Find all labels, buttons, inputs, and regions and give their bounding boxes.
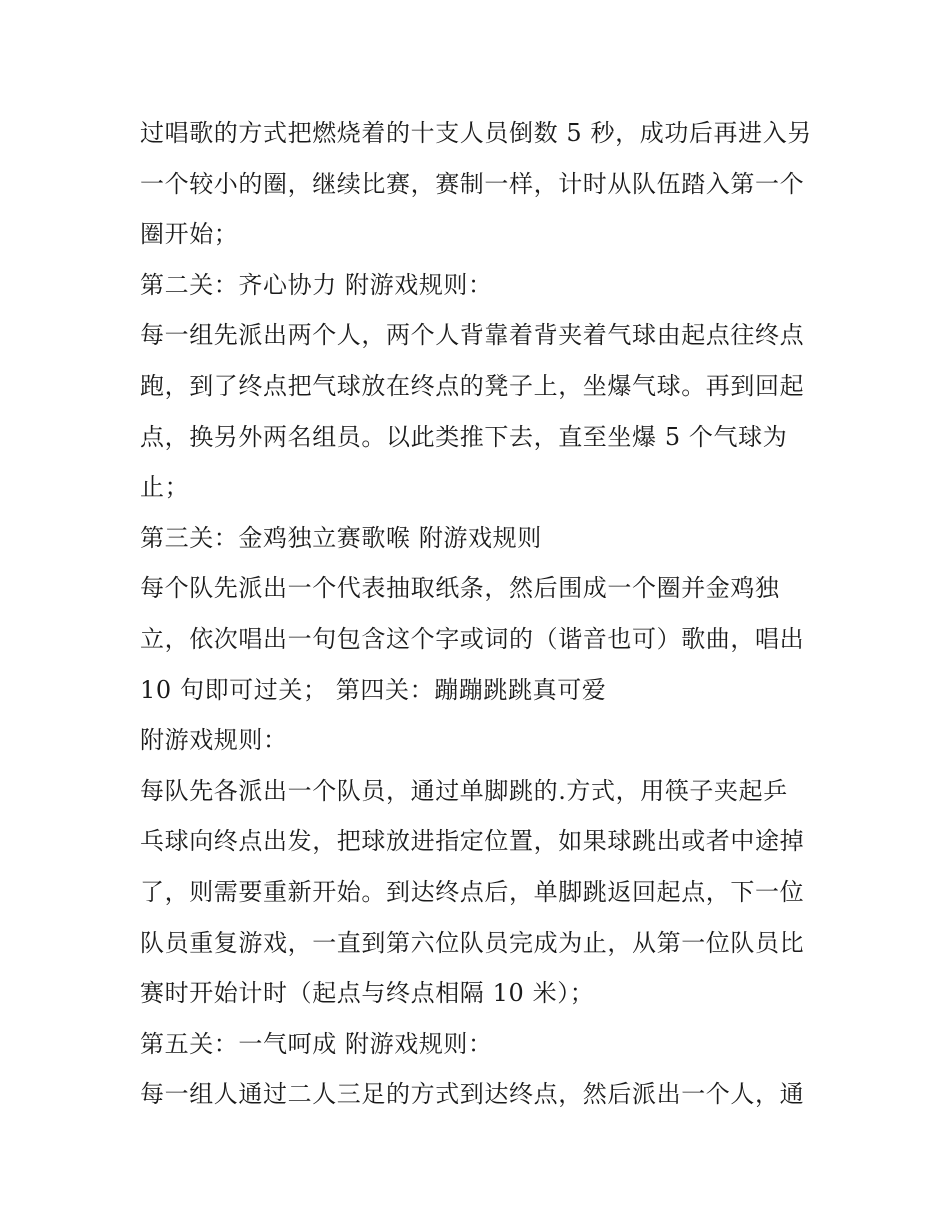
text-line-6: 跑，到了终点把气球放在终点的凳子上，坐爆气球。再到回起 bbox=[140, 371, 805, 400]
text-line-3: 圈开始； bbox=[140, 220, 239, 249]
text-line-16: 了，则需要重新开始。到达终点后，单脚跳返回起点，下一位 bbox=[140, 877, 805, 906]
text-line-8: 止； bbox=[140, 473, 190, 502]
rules-label: 附游戏规则： bbox=[140, 726, 288, 755]
text-line-5: 每一组先派出两个人，两个人背靠着背夹着气球由起点往终点 bbox=[140, 321, 805, 350]
section-heading-level-2: 第二关：齐心协力 附游戏规则： bbox=[140, 270, 493, 299]
text-line-11: 立，依次唱出一句包含这个字或词的（谐音也可）歌曲，唱出 bbox=[140, 624, 805, 653]
document-body bbox=[140, 108, 820, 1120]
text-line-7: 点，换另外两名组员。以此类推下去，直至坐爆 5 个气球为 bbox=[140, 422, 788, 451]
text-line-14: 每队先各派出一个队员，通过单脚跳的.方式，用筷子夹起乒 bbox=[140, 776, 788, 805]
section-heading-level-5: 第五关：一气呵成 附游戏规则： bbox=[140, 1029, 493, 1058]
text-line-20: 每一组人通过二人三足的方式到达终点，然后派出一个人，通 bbox=[140, 1080, 805, 1109]
text-line-17: 队员重复游戏，一直到第六位队员完成为止，从第一位队员比 bbox=[140, 928, 805, 957]
text-line-18: 赛时开始计时（起点与终点相隔 10 米）； bbox=[140, 979, 595, 1008]
text-line-15: 乓球向终点出发，把球放进指定位置，如果球跳出或者中途掉 bbox=[140, 827, 805, 856]
text-line-2: 一个较小的圈，继续比赛，赛制一样，计时从队伍踏入第一个 bbox=[140, 169, 805, 198]
text-line-10: 每个队先派出一个代表抽取纸条，然后围成一个圈并金鸡独 bbox=[140, 574, 780, 603]
section-heading-level-3: 第三关：金鸡独立赛歌喉 附游戏规则 bbox=[140, 523, 542, 552]
text-line-12: 10 句即可过关； 第四关：蹦蹦跳跳真可爱 bbox=[140, 675, 607, 704]
text-line-1: 过唱歌的方式把燃烧着的十支人员倒数 5 秒，成功后再进入另 bbox=[140, 119, 812, 147]
